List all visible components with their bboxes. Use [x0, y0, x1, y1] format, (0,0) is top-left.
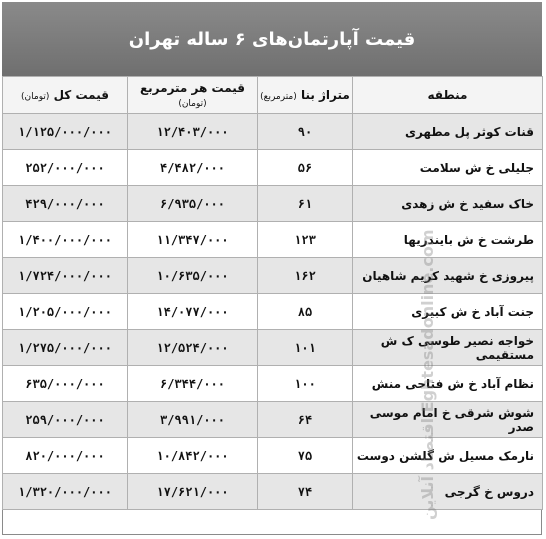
cell-area: طرشت خ ش بایندریها [353, 222, 543, 258]
cell-area: خواجه نصیر طوسی ک ش مستقیمی [353, 330, 543, 366]
table-row [3, 438, 543, 474]
cell-price-per-meter: ۱۲/۵۲۴/۰۰۰ [128, 330, 258, 366]
cell-area: نظام آباد خ ش فتاحی منش [353, 366, 543, 402]
cell-price-per-meter: ۱۷/۶۲۱/۰۰۰ [128, 474, 258, 510]
cell-price-per-meter: ۱۴/۰۷۷/۰۰۰ [128, 294, 258, 330]
cell-size: ۱۰۰ [258, 366, 353, 402]
cell-size: ۷۴ [258, 474, 353, 510]
price-table [2, 76, 543, 510]
page-title: قیمت آپارتمان‌های ۶ ساله تهران [2, 2, 542, 76]
cell-size: ۱۲۳ [258, 222, 353, 258]
cell-price-per-meter: ۶/۹۳۵/۰۰۰ [128, 186, 258, 222]
cell-total-price: ۱/۳۲۰/۰۰۰/۰۰۰ [3, 474, 128, 510]
cell-total-price: ۲۵۲/۰۰۰/۰۰۰ [3, 150, 128, 186]
cell-total-price: ۱/۷۲۴/۰۰۰/۰۰۰ [3, 258, 128, 294]
cell-size: ۸۵ [258, 294, 353, 330]
table-header-row [3, 77, 543, 114]
cell-total-price: ۶۳۵/۰۰۰/۰۰۰ [3, 366, 128, 402]
table-row [3, 114, 543, 150]
cell-area: دروس خ گرجی [353, 474, 543, 510]
table-row [3, 258, 543, 294]
header-size: متراژ بنا (مترمربع) [258, 77, 353, 114]
table-row [3, 330, 543, 366]
cell-total-price: ۸۲۰/۰۰۰/۰۰۰ [3, 438, 128, 474]
table-row [3, 222, 543, 258]
table-row [3, 150, 543, 186]
cell-total-price: ۲۵۹/۰۰۰/۰۰۰ [3, 402, 128, 438]
cell-total-price: ۴۲۹/۰۰۰/۰۰۰ [3, 186, 128, 222]
cell-price-per-meter: ۳/۹۹۱/۰۰۰ [128, 402, 258, 438]
table-row [3, 366, 543, 402]
cell-price-per-meter: ۱۱/۳۴۷/۰۰۰ [128, 222, 258, 258]
cell-size: ۶۴ [258, 402, 353, 438]
cell-size: ۱۶۲ [258, 258, 353, 294]
cell-size: ۱۰۱ [258, 330, 353, 366]
cell-total-price: ۱/۲۰۵/۰۰۰/۰۰۰ [3, 294, 128, 330]
cell-area: قنات کوثر پل مطهری [353, 114, 543, 150]
cell-price-per-meter: ۱۰/۶۳۵/۰۰۰ [128, 258, 258, 294]
header-total-price: قیمت کل (تومان) [3, 77, 128, 114]
cell-total-price: ۱/۱۲۵/۰۰۰/۰۰۰ [3, 114, 128, 150]
cell-area: جلیلی خ ش سلامت [353, 150, 543, 186]
cell-size: ۶۱ [258, 186, 353, 222]
cell-area: شوش شرقی خ امام موسی صدر [353, 402, 543, 438]
cell-area: خاک سفید خ ش زهدی [353, 186, 543, 222]
table-row [3, 186, 543, 222]
cell-price-per-meter: ۶/۳۴۴/۰۰۰ [128, 366, 258, 402]
cell-area: پیروزی خ شهید کریم شاهیان [353, 258, 543, 294]
cell-size: ۵۶ [258, 150, 353, 186]
cell-size: ۹۰ [258, 114, 353, 150]
cell-total-price: ۱/۴۰۰/۰۰۰/۰۰۰ [3, 222, 128, 258]
header-price-per-meter: قیمت هر مترمربع (تومان) [128, 77, 258, 114]
cell-area: نارمک مسیل ش گلشن دوست [353, 438, 543, 474]
table-row [3, 294, 543, 330]
header-area: منطقه [353, 77, 543, 114]
cell-price-per-meter: ۴/۴۸۲/۰۰۰ [128, 150, 258, 186]
table-row [3, 474, 543, 510]
watermark: اقتصاد آنلاین Eghtesadonline.com [418, 229, 437, 520]
cell-price-per-meter: ۱۲/۴۰۳/۰۰۰ [128, 114, 258, 150]
table-row [3, 402, 543, 438]
cell-area: جنت آباد خ ش کبیری [353, 294, 543, 330]
cell-size: ۷۵ [258, 438, 353, 474]
cell-price-per-meter: ۱۰/۸۴۲/۰۰۰ [128, 438, 258, 474]
cell-total-price: ۱/۲۷۵/۰۰۰/۰۰۰ [3, 330, 128, 366]
